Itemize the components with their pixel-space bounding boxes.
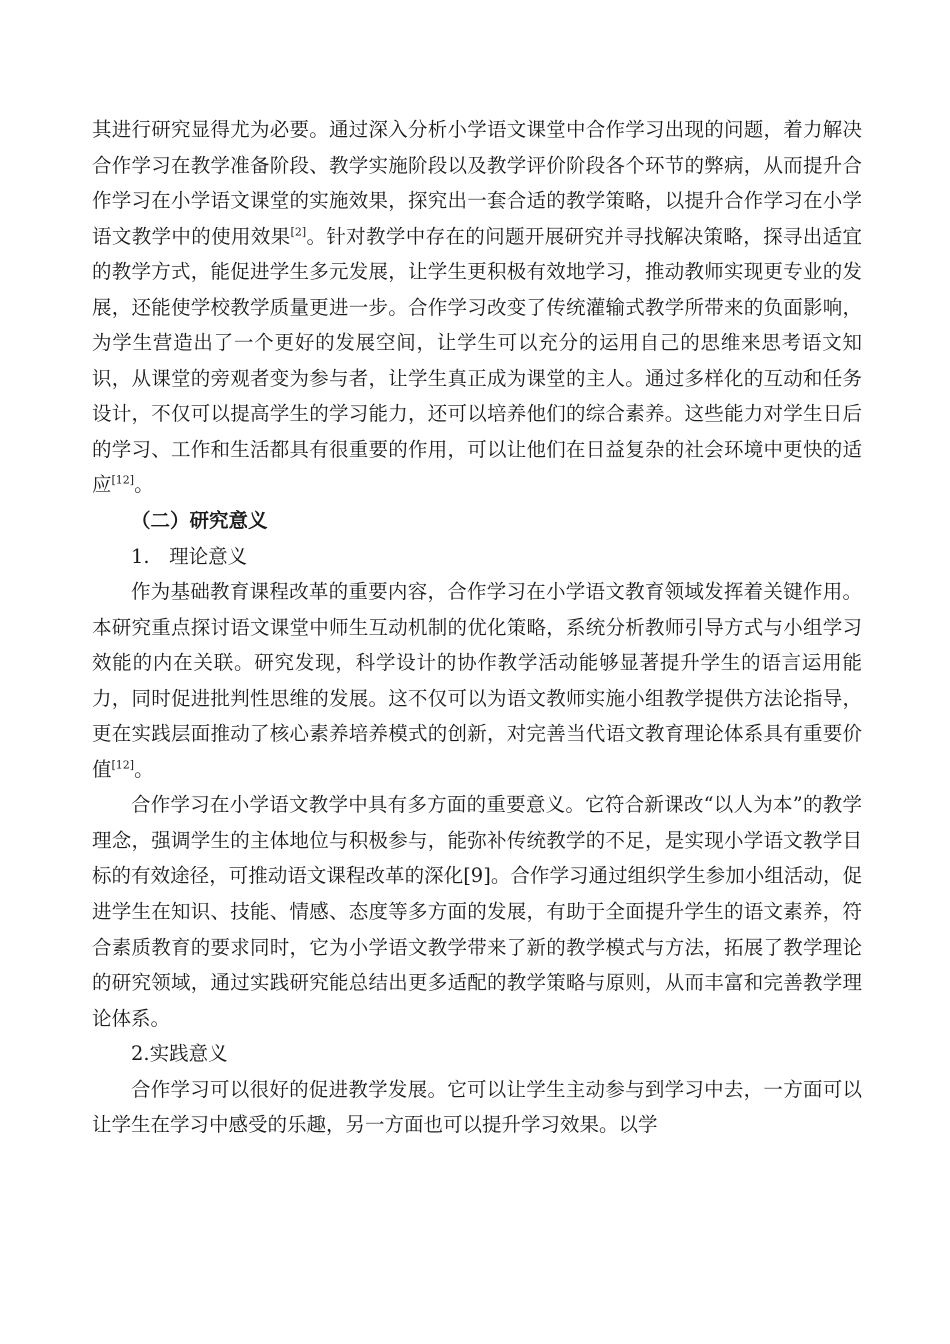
paragraph-significance: 合作学习在小学语文教学中具有多方面的重要意义。它符合新课改“以人为本”的教学理念，强调学生的主体地位与积极参与，能弥补传统教学的不足，是实现小学语文教学目标的有效途径，可推动语文课程改革的深化[9]。合作学习通过组织学生参加小组活动，促进学生在知识、技能、情感、态度等多方面的发展，有助于全面提升学生的语文素养，符合素质教育的要求同时，它为小学语文教学带来了新的教学模式与方法，拓展了教学理论的研究领域，通过实践研究能总结出更多适配的教学策略与原则，从而丰富和完善教学理论体系。 bbox=[92, 793, 862, 1030]
citation-ref: [2] bbox=[290, 225, 307, 239]
paragraph-practice: 合作学习可以很好的促进教学发展。它可以让学生主动参与到学习中去，一方面可以让学生在学习中感受的乐趣，另一方面也可以提升学习效果。以学 bbox=[92, 1077, 862, 1137]
paragraph-text: 。 bbox=[134, 757, 154, 781]
paragraph-theory bbox=[92, 574, 862, 787]
citation-ref: [12] bbox=[111, 473, 135, 487]
paragraph-research-necessity bbox=[92, 112, 862, 503]
subheading-theory: 1. 理论意义 bbox=[131, 544, 248, 568]
document-page bbox=[92, 112, 862, 1143]
paragraph-text: 。针对教学中存在的问题开展研究并寻找解决策略，探寻出适宜的教学方式，能促进学生多元发展，让学生更积极有效地学习，推动教师实现更专业的发展，还能使学校教学质量更进一步。合作学习改变了传统灌输式教学所带来的负面影响，为学生营造出了一个更好的发展空间，让学生可以充分的运用自己的思维来思考语文知识，从课堂的旁观者变为参与者，让学生真正成为课堂的主人。通过多样化的互动和任务设计，不仅可以提高学生的学习能力，还可以培养他们的综合素养。这些能力对学生日后的学习、工作和生活都具有很重要的作用，可以让他们在日益复杂的社会环境中更快的适应 bbox=[92, 224, 862, 497]
subheading-practice: 2.实践意义 bbox=[131, 1042, 228, 1066]
citation-ref: [12] bbox=[111, 758, 135, 772]
paragraph-text: 。 bbox=[134, 473, 154, 497]
section-heading: （二）研究意义 bbox=[131, 509, 268, 533]
paragraph-text: 其进行研究显得尤为必要。通过深入分析小学语文课堂中合作学习出现的问题，着力解决合作学习在教学准备阶段、教学实施阶段以及教学评价阶段各个环节的弊病，从而提升合作学习在小学语文课堂的实施效果，探究出一套合适的教学策略，以提升合作学习在小学语文教学中的使用效果 bbox=[92, 118, 862, 248]
paragraph-text: 作为基础教育课程改革的重要内容，合作学习在小学语文教育领域发挥着关键作用。本研究重点探讨语文课堂中师生互动机制的优化策略，系统分析教师引导方式与小组学习效能的内在关联。研究发现，科学设计的协作教学活动能够显著提升学生的语言运用能力，同时促进批判性思维的发展。这不仅可以为语文教师实施小组教学提供方法论指导，更在实践层面推动了核心素养培养模式的创新，对完善当代语文教育理论体系具有重要价值 bbox=[92, 580, 862, 781]
